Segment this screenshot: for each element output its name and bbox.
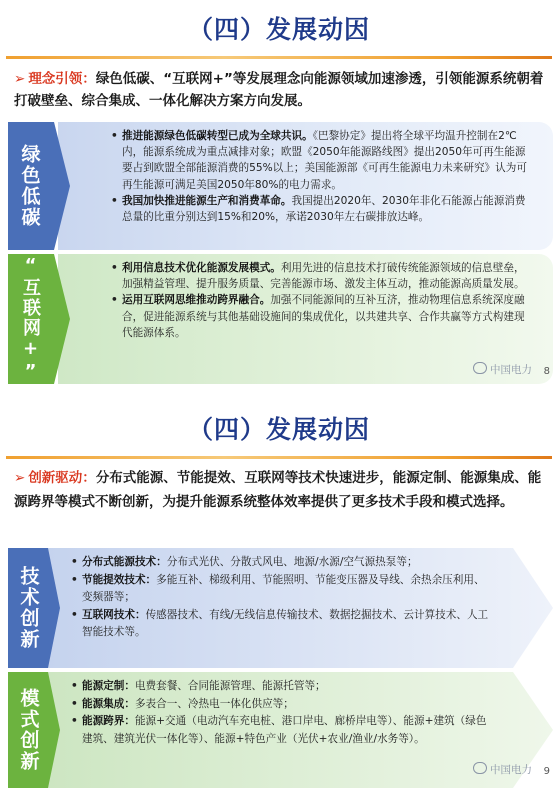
list-item: • 节能提效技术：多能互补、梯级利用、节能照明、节能变压器及导线、余热余压利用、变频器等； [82, 572, 493, 607]
list-item: • 互联网技术：传感器技术、有线/无线信息传输技术、数据挖掘技术、云计算技术、人工智能技术等。 [82, 607, 493, 642]
slide-9 [0, 400, 558, 800]
slide-title: （四）发展动因 [187, 415, 370, 444]
section-label: “互联网+” [20, 254, 41, 384]
section-internet-plus [8, 254, 553, 384]
list-item: • 运用互联网思维推动跨界融合。加强不同能源间的互补互济，推动物理信息系统深度融合，促进能源系统与其他基础设施间的集成优化，以共建共享、合作共赢等方式构建现代能源体系。 [122, 292, 535, 341]
title-divider [6, 56, 552, 59]
list-item: • 我国加快推进能源生产和消费革命。我国提出2020年、2030年非化石能源占能源消费总量的比重分别达到15%和20%，承诺2030年左右碳排放达峰。 [122, 193, 535, 225]
section-label: 绿色低碳 [18, 144, 41, 228]
watermark: 中国电力 [473, 362, 532, 377]
slide-title: （四）发展动因 [187, 15, 370, 44]
section-label: 模式创新 [17, 688, 40, 772]
page-number: 8 [543, 366, 550, 377]
arrow-bullet-icon: ➢ [14, 470, 26, 486]
wechat-icon [473, 762, 487, 774]
lead-keyword: 理念引领： [28, 71, 96, 87]
lead-paragraph [14, 68, 546, 112]
section-content [58, 122, 553, 250]
section-content [58, 548, 553, 668]
wechat-icon [473, 362, 487, 374]
section-label: 技术创新 [17, 566, 40, 650]
section-tech-innovation [8, 548, 553, 668]
page-number: 9 [543, 766, 550, 777]
watermark: 中国电力 [473, 762, 532, 777]
title-divider [6, 456, 552, 459]
arrow-bullet-icon: ➢ [14, 71, 26, 87]
list-item: • 利用信息技术优化能源发展模式。利用先进的信息技术打破传统能源领域的信息壁垒，加强精益管理、提升服务质量、完善能源市场、激发主体互动，推动能源高质量发展。 [122, 260, 535, 292]
list-item: • 能源集成：多表合一、冷热电一体化供应等； [82, 696, 493, 714]
lead-text: 绿色低碳、“互联网+”等发展理念向能源领域加速渗透，引领能源系统朝着打破壁垒、综合集成、一体化解决方案方向发展。 [14, 71, 544, 109]
section-model-innovation [8, 672, 553, 788]
lead-paragraph [14, 466, 546, 514]
list-item: • 能源定制：电费套餐、合同能源管理、能源托管等； [82, 678, 493, 696]
list-item: • 分布式能源技术：分布式光伏、分散式风电、地源/水源/空气源热泵等； [82, 554, 493, 572]
lead-keyword: 创新驱动： [28, 470, 96, 486]
section-green-low-carbon [8, 122, 553, 250]
lead-text: 分布式能源、节能提效、互联网等技术快速进步，能源定制、能源集成、能源跨界等模式不断创新，为提升能源系统整体效率提供了更多技术手段和模式选择。 [14, 470, 542, 510]
list-item: • 推进能源绿色低碳转型已成为全球共识。《巴黎协定》提出将全球平均温升控制在2℃内，能源系统成为重点减排对象；欧盟《2050年能源路线图》提出2050年可再生能源要占到欧盟全部能源消费的55%以上；美国能源部《可再生能源电力未来研究》认为可再生能源可满足美国2050年80%的电力需求。 [122, 128, 535, 193]
list-item: • 能源跨界：能源+交通（电动汽车充电桩、港口岸电、廊桥岸电等）、能源+建筑（绿色建筑、建筑光伏一体化等）、能源+特色产业（光伏+农业/渔业/水务等）。 [82, 713, 493, 748]
